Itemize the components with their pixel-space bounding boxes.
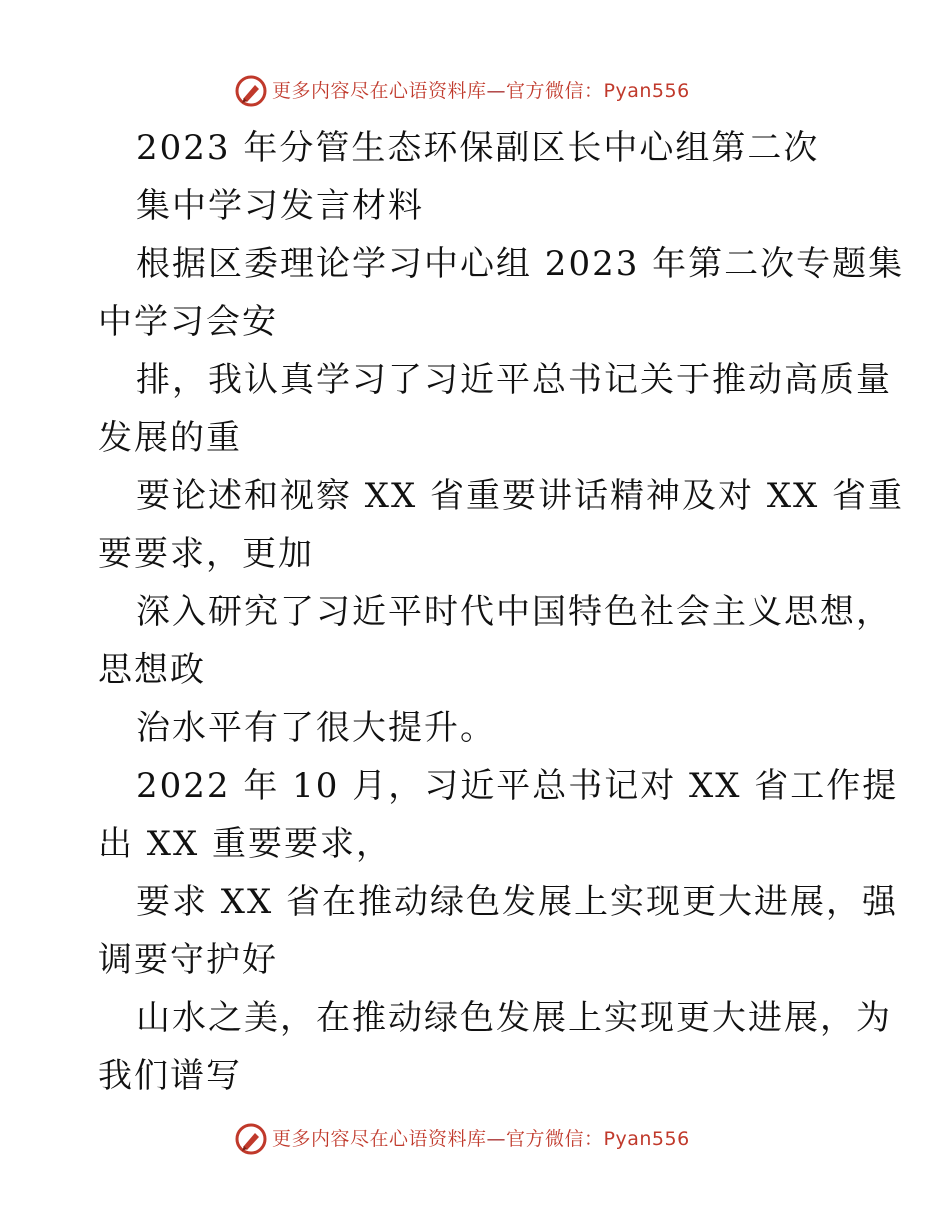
text-line: 根据区委理论学习中心组 2023 年第二次专题集 bbox=[136, 244, 905, 284]
text-line: 思想政 bbox=[98, 650, 206, 690]
text-line: 治水平有了很大提升。 bbox=[136, 708, 496, 748]
text-line: 要论述和视察 XX 省重要讲话精神及对 XX 省重 bbox=[136, 476, 905, 516]
text-line: 要要求，更加 bbox=[98, 534, 314, 574]
text-line: 发展的重 bbox=[98, 418, 242, 458]
title-line-1: 2023 年分管生态环保副区长中心组第二次 bbox=[136, 128, 820, 168]
title-line-2: 集中学习发言材料 bbox=[136, 186, 424, 226]
text-line: 中学习会安 bbox=[98, 302, 278, 342]
text-line: 出 XX 重要要求， bbox=[98, 824, 393, 864]
watermark-text: 更多内容尽在心语资料库—官方微信：Pyan556 bbox=[272, 1128, 690, 1150]
pen-logo-icon bbox=[234, 74, 268, 108]
footer-watermark bbox=[0, 1120, 950, 1160]
pen-logo-icon bbox=[234, 1122, 268, 1156]
text-line: 调要守护好 bbox=[98, 940, 278, 980]
text-line: 2022 年 10 月，习近平总书记对 XX 省工作提 bbox=[136, 766, 899, 806]
text-line: 我们谱写 bbox=[98, 1056, 242, 1096]
text-line: 深入研究了习近平时代中国特色社会主义思想， bbox=[136, 592, 892, 632]
watermark-text: 更多内容尽在心语资料库—官方微信：Pyan556 bbox=[272, 80, 690, 102]
text-line: 山水之美，在推动绿色发展上实现更大进展，为 bbox=[136, 998, 892, 1038]
header-watermark bbox=[0, 72, 950, 112]
text-line: 排，我认真学习了习近平总书记关于推动高质量 bbox=[136, 360, 892, 400]
text-line: 要求 XX 省在推动绿色发展上实现更大进展，强 bbox=[136, 882, 899, 922]
